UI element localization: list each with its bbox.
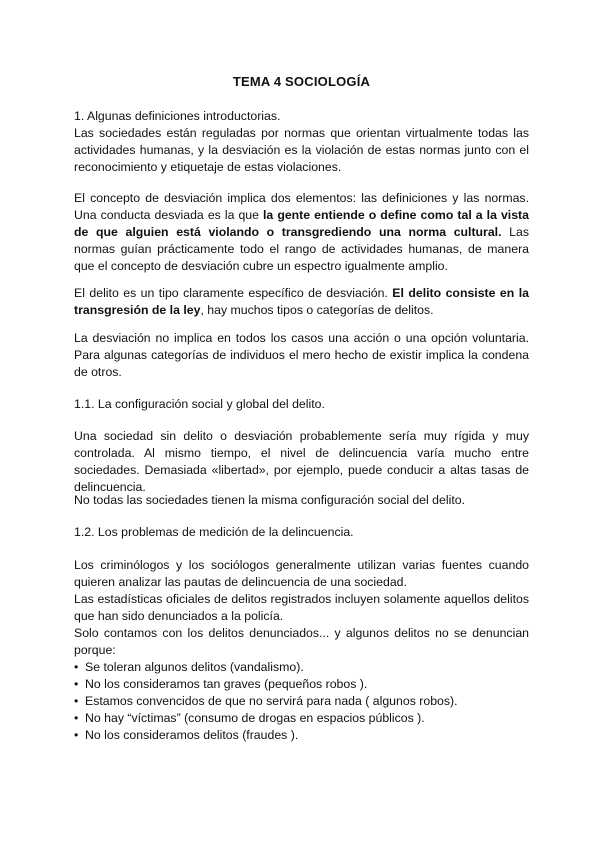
text-run: Las normas guían prácticamente todo el rango de actividades humanas, de manera que el concepto de desviación cubre un espectro igualmente amplio. [74, 225, 530, 273]
paragraph-sources: Los criminólogos y los sociólogos generalmente utilizan varias fuentes cuando quieren analizar las pautas de delincuencia de una sociedad. [74, 558, 529, 589]
reasons-list [74, 659, 529, 744]
page-title: TEMA 4 SOCIOLOGÍA [232, 74, 371, 89]
paragraph-society-without-crime: Una sociedad sin delito o desviación probablemente sería muy rígida y muy controlada. Al mismo tiempo, el nivel de delincuencia varía mucho entre sociedades. Demasiada «libertad», por ejemplo, puede conducir a altas tasas de delincuencia. [74, 429, 529, 494]
bold-crime-definition: El delito consiste en la transgresión de la ley [74, 286, 529, 317]
paragraph-norms: Las sociedades están reguladas por normas que orientan virtualmente todas las actividades humanas, y la desviación es la violación de estas normas junto con el reconocimiento y etiquetaje de estas violaciones. [74, 126, 529, 174]
list-item: • No los consideramos tan graves (pequeños robos ). [74, 676, 529, 693]
paragraph-social-configuration: No todas las sociedades tienen la misma configuración social del delito. [74, 493, 465, 507]
list-item: • Se toleran algunos delitos (vandalismo). [74, 659, 529, 676]
paragraph-deviation-concept [74, 190, 529, 275]
list-item: • No los consideramos delitos (fraudes ). [74, 727, 529, 744]
text-run: El delito es un tipo claramente específico de desviación. [74, 286, 393, 300]
text-run: , hay muchos tipos o categorías de delitos. [200, 303, 434, 317]
section-1-2-body [74, 557, 529, 744]
paragraph-official-statistics: Las estadísticas oficiales de delitos registrados incluyen solamente aquellos delitos que han sido denunciados a la policía. [74, 592, 529, 623]
section-1-1-heading: 1.1. La configuración social y global del delito. [74, 397, 325, 411]
paragraph-unreported: Solo contamos con los delitos denunciados... y algunos delitos no se denuncian porque: [74, 626, 529, 657]
paragraph-crime-definition [74, 285, 529, 319]
text-run: El concepto de desviación implica dos elementos: las definiciones y las normas. Una conducta desviada es la que [74, 191, 529, 222]
section-1-2-heading: 1.2. Los problemas de medición de la delincuencia. [74, 525, 354, 539]
section-1-heading: 1. Algunas definiciones introductorias. [74, 109, 281, 123]
bold-definition: la gente entiende o define como tal a la vista de que alguien está violando o transgrediendo una norma cultural. [74, 208, 529, 239]
section-1-intro [74, 108, 529, 176]
list-item: • No hay “víctimas” (consumo de drogas en espacios públicos ). [74, 710, 529, 727]
list-item: • Estamos convencidos de que no servirá para nada ( algunos robos). [74, 693, 529, 710]
paragraph-voluntary: La desviación no implica en todos los casos una acción o una opción voluntaria. Para algunas categorías de individuos el mero hecho de existir implica la condena de otros. [74, 331, 529, 379]
